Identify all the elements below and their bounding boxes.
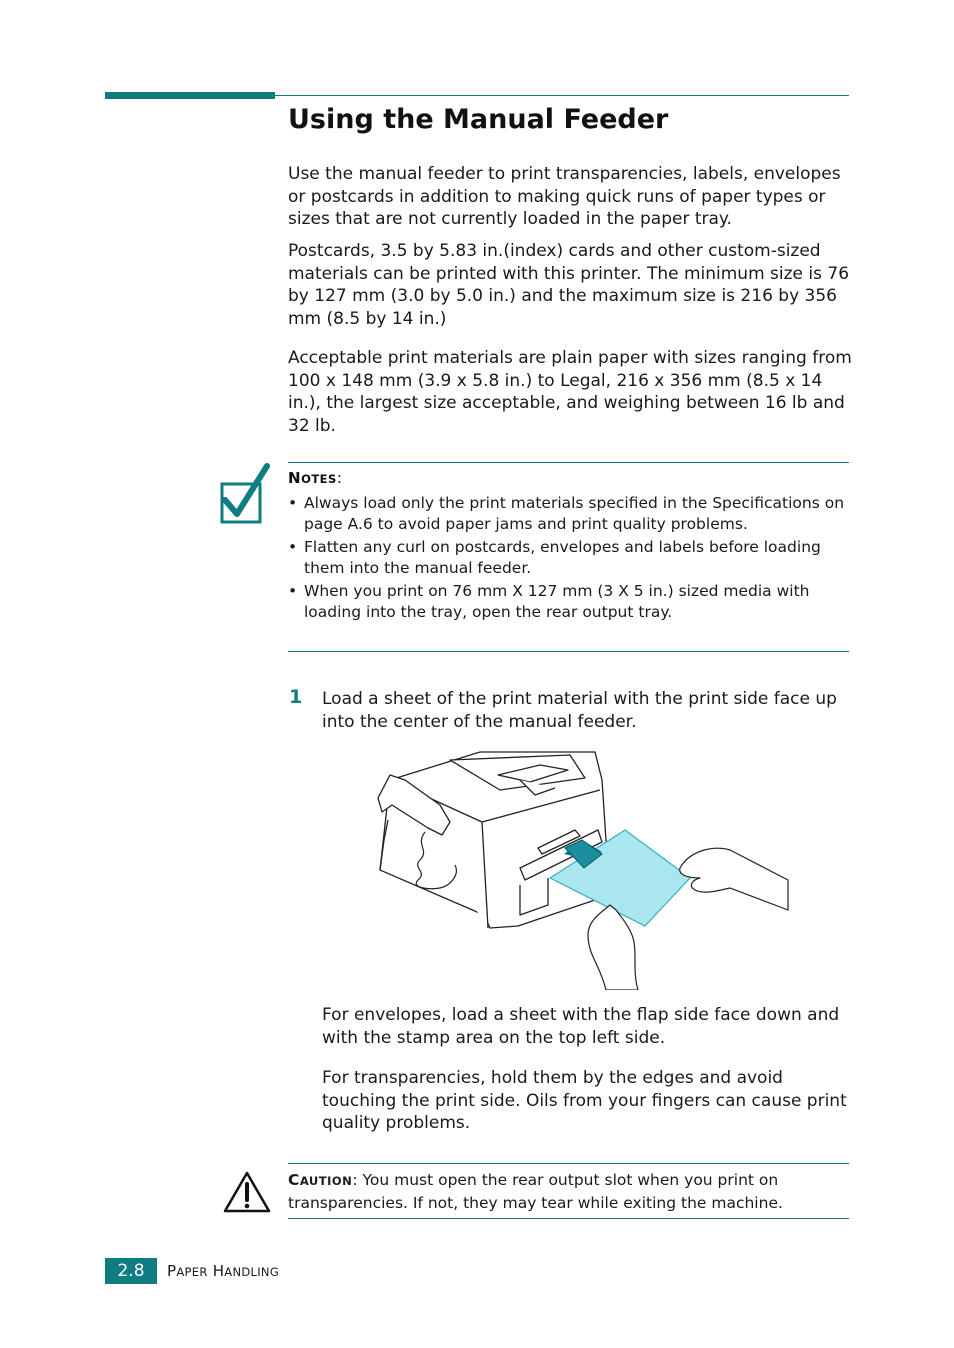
step-text: Load a sheet of the print material with the print side face up into the center of the manual feeder. <box>322 689 837 732</box>
caution-top-rule <box>288 1163 849 1164</box>
note-item: • Always load only the print materials specified in the Specifications on page A.6 to avoid paper jams and print quality problems. <box>288 493 853 534</box>
note-item: • When you print on 76 mm X 127 mm (3 X 5 in.) sized media with loading into the tray, open the rear output tray. <box>288 581 853 622</box>
caution-bottom-rule <box>288 1218 849 1219</box>
header-rule <box>275 95 849 96</box>
header-accent-bar <box>105 92 275 99</box>
transparencies-paragraph: For transparencies, hold them by the edges and avoid touching the print side. Oils from your fingers can cause print quality problems. <box>322 1068 847 1133</box>
note-item: • Flatten any curl on postcards, envelopes and labels before loading them into the manual feeder. <box>288 537 853 578</box>
checkmark-note-icon <box>219 462 271 526</box>
section-name: PAPER HANDLING <box>167 1262 280 1280</box>
intro-paragraph-1: Use the manual feeder to print transparencies, labels, envelopes or postcards in addition to making quick runs of paper types or sizes that are not currently loaded in the paper tray. <box>288 164 841 229</box>
step-number: 1 <box>289 686 303 708</box>
envelopes-paragraph: For envelopes, load a sheet with the flap side face down and with the stamp area on the top left side. <box>322 1005 840 1048</box>
intro-paragraph-2: Postcards, 3.5 by 5.83 in.(index) cards and other custom-sized materials can be printed with this printer. The minimum size is 76 by 127 mm (3.0 by 5.0 in.) and the maximum size is 216 by 356 mm (8.5 by 14 in.) <box>288 241 850 329</box>
notes-bottom-rule <box>288 651 849 652</box>
manual-feeder-illustration <box>370 750 790 990</box>
notes-top-rule <box>288 462 849 463</box>
page-title: Using the Manual Feeder <box>288 104 669 135</box>
intro-paragraph-3: Acceptable print materials are plain paper with sizes ranging from 100 x 148 mm (3.9 x 5.8 in.) to Legal, 216 x 356 mm (8.5 x 14 in.), the largest size acceptable, and weighing between 16 lb and 32 lb. <box>288 348 852 436</box>
caution-triangle-icon <box>222 1170 272 1214</box>
notes-heading: NOTES: <box>288 469 343 487</box>
notes-list <box>288 493 853 625</box>
caution-text: CAUTION: You must open the rear output slot when you print on transparencies. If not, they may tear while exiting the machine. <box>288 1171 783 1212</box>
page-number: 2.8 <box>105 1258 157 1284</box>
